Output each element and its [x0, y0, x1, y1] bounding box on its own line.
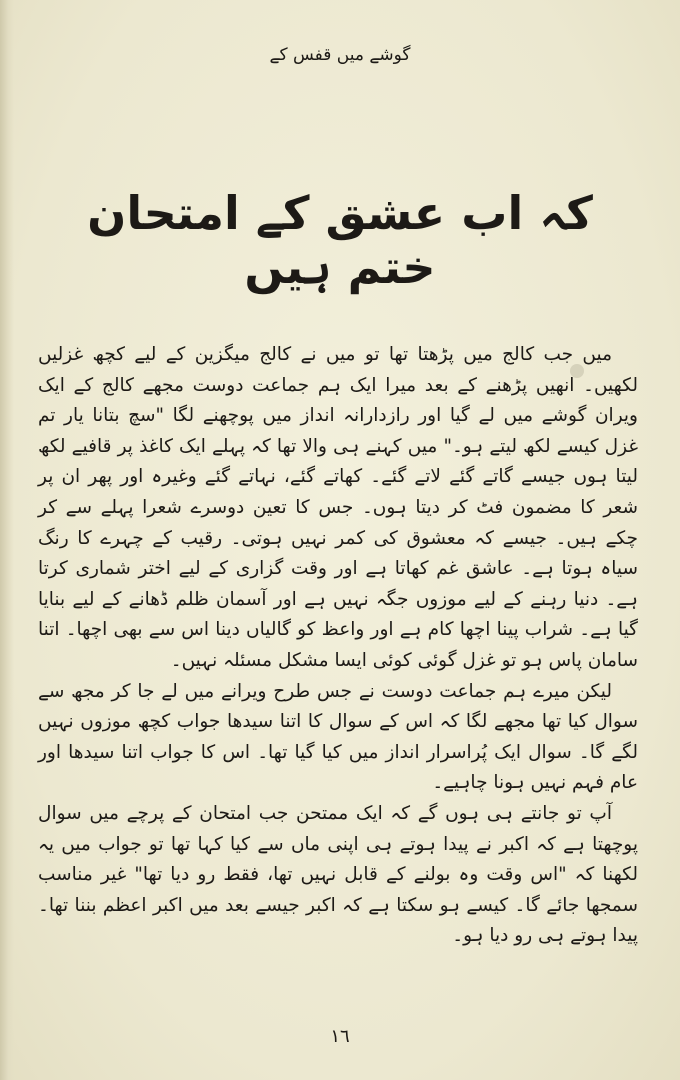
chapter-title: کہ اب عشق کے امتحان ختم ہیں	[87, 186, 593, 294]
body-text	[38, 340, 638, 952]
paragraph-3: آپ تو جانتے ہی ہوں گے کہ ایک ممتحن جب امتحان کے پرچے میں سوال پوچھتا ہے کہ اکبر نے پیدا ہوتے ہی اپنی ماں سے کیا کہا تھا تو جواب میں یہ لکھنا کہ "اس وقت وہ بولنے کے قابل نہیں تھا، فقط رو دیا تھا" غیر مناسب سمجھا جائے گا۔ کیسے ہو سکتا ہے کہ اکبر جیسے بعد میں اکبر اعظم بننا تھا۔ پیدا ہوتے ہی رو دیا ہو۔	[38, 802, 638, 947]
paragraph-2: لیکن میرے ہم جماعت دوست نے جس طرح ویرانے میں لے جا کر مجھ سے سوال کیا تھا مجھے لگا کہ اس کے سوال کا اتنا سیدھا جواب کچھ موزوں نہیں لگے گا۔ سوال ایک پُراسرار انداز میں کیا گیا تھا۔ اس کا جواب اتنا سیدھا اور عام فہم نہیں ہونا چاہیے۔	[38, 680, 638, 794]
running-header: گوشے میں قفس کے	[269, 45, 411, 65]
paragraph-1: میں جب کالج میں پڑھتا تھا تو میں نے کالج میگزین کے لیے کچھ غزلیں لکھیں۔ انھیں پڑھنے کے بعد میرا ایک ہم جماعت دوست مجھے کالج کے ایک ویران گوشے میں لے گیا اور رازدارانہ انداز میں پوچھنے لگا "سچ بتانا یار تم غزل کیسے لکھ لیتے ہو۔" میں کہنے ہی والا تھا کہ پہلے ایک کاغذ پر قافیے لکھ لیتا ہوں جیسے گاتے گئے لاتے گئے۔ کھاتے گئے، نہاتے گئے وغیرہ اور پھر ان پر شعر کا مضمون فٹ کر دیتا ہوں۔ جس کا تعین دوسرے شعرا پہلے سے کر چکے ہیں۔ جیسے کہ معشوق کی کمر نہیں ہوتی۔ رقیب کے چہرے کا رنگ سیاہ ہوتا ہے۔ عاشق غم کھاتا ہے اور وقت گزاری کے لیے اختر شماری کرتا ہے۔ دنیا رہنے کے لیے موزوں جگہ نہیں ہے اور آسمان ظلم ڈھانے کے لیے بنایا گیا ہے۔ شراب پینا اچھا کام ہے اور واعظ کو گالیاں دینا اس سے بھی اچھا۔ اتنا سامان پاس ہو تو غزل گوئی کوئی ایسا مشکل مسئلہ نہیں۔	[38, 344, 638, 671]
page-number: ١٦	[330, 1026, 350, 1047]
page-binding-edge	[0, 0, 14, 1080]
